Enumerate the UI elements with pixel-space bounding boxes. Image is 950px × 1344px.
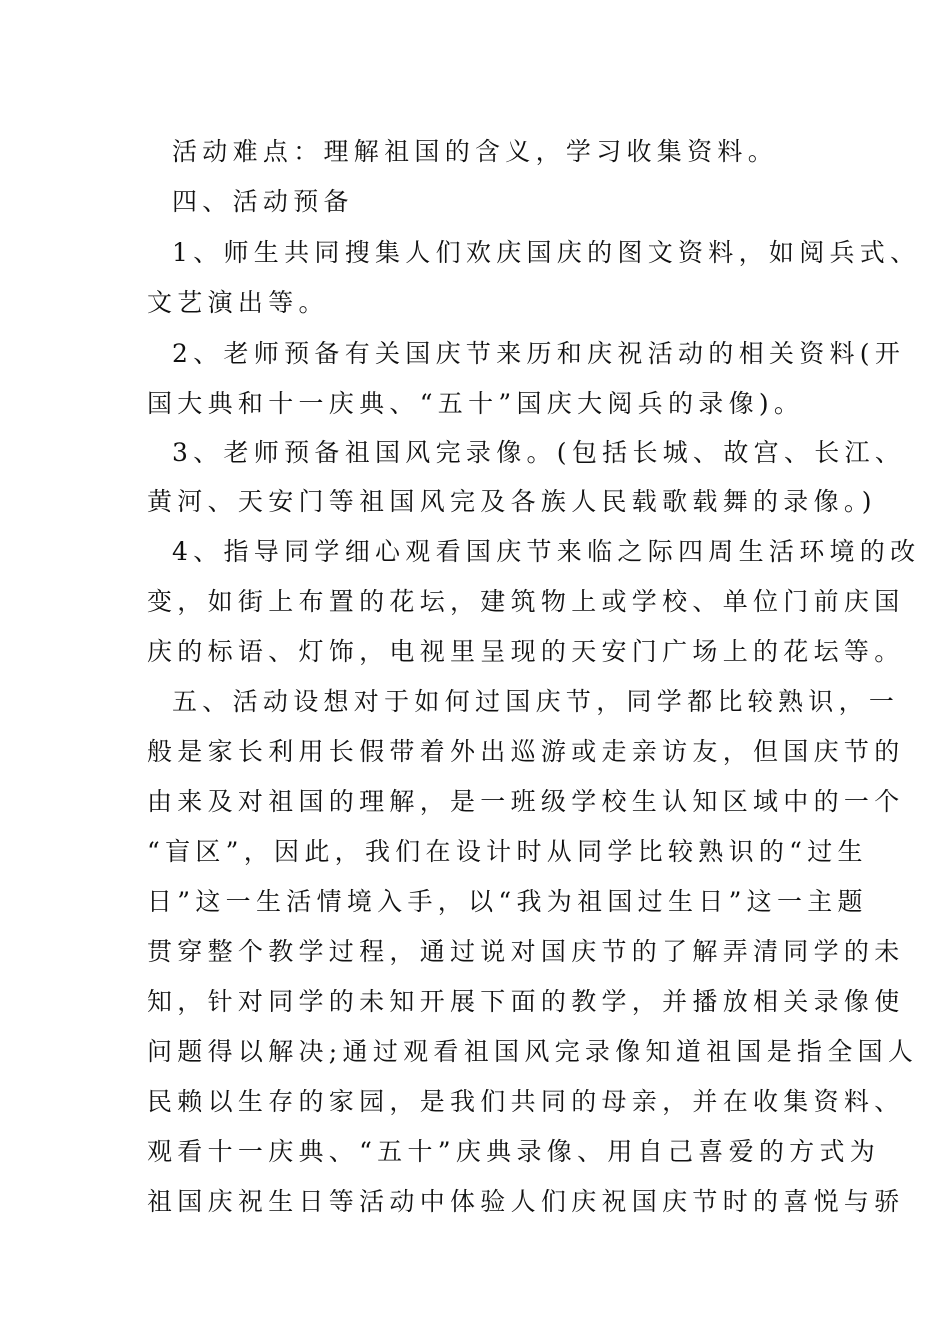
- text-line: 庆的标语、灯饰，电视里呈现的天安门广场上的花坛等。: [147, 637, 905, 666]
- text-line: 观看十一庆典、“五十”庆典录像、用自己喜爱的方式为: [147, 1137, 881, 1166]
- text-line: 国大典和十一庆典、“五十”国庆大阅兵的录像)。: [147, 389, 805, 418]
- text-line: 变，如街上布置的花坛，建筑物上或学校、单位门前庆国: [147, 587, 905, 616]
- text-line: 问题得以解决;通过观看祖国风完录像知道祖国是指全国人: [147, 1037, 919, 1066]
- text-line: 文艺演出等。: [147, 288, 329, 317]
- text-line: 活动难点：理解祖国的含义，学习收集资料。: [172, 137, 779, 166]
- text-line: 民赖以生存的家园，是我们共同的母亲，并在收集资料、: [147, 1087, 905, 1116]
- text-line: 五、活动设想对于如何过国庆节，同学都比较熟识，一: [172, 687, 900, 716]
- text-line: 4、指导同学细心观看国庆节来临之际四周生活环境的改: [172, 537, 921, 566]
- text-line: 黄河、天安门等祖国风完及各族人民载歌载舞的录像。): [147, 487, 877, 516]
- text-line: “盲区”，因此，我们在设计时从同学比较熟识的“过生: [147, 837, 868, 866]
- text-line: 贯穿整个教学过程，通过说对国庆节的了解弄清同学的未: [147, 937, 905, 966]
- text-line: 般是家长利用长假带着外出巡游或走亲访友，但国庆节的: [147, 737, 905, 766]
- text-line: 日”这一生活情境入手，以“我为祖国过生日”这一主题: [147, 887, 868, 916]
- text-line: 四、活动预备: [172, 187, 354, 216]
- text-line: 1、师生共同搜集人们欢庆国庆的图文资料，如阅兵式、: [172, 238, 921, 267]
- text-line: 2、老师预备有关国庆节来历和庆祝活动的相关资料(开: [172, 339, 906, 368]
- text-line: 由来及对祖国的理解，是一班级学校生认知区域中的一个: [147, 787, 905, 816]
- text-line: 祖国庆祝生日等活动中体验人们庆祝国庆节时的喜悦与骄: [147, 1187, 905, 1216]
- text-line: 3、老师预备祖国风完录像。(包括长城、故宫、长江、: [172, 438, 906, 467]
- text-line: 知，针对同学的未知开展下面的教学，并播放相关录像使: [147, 987, 905, 1016]
